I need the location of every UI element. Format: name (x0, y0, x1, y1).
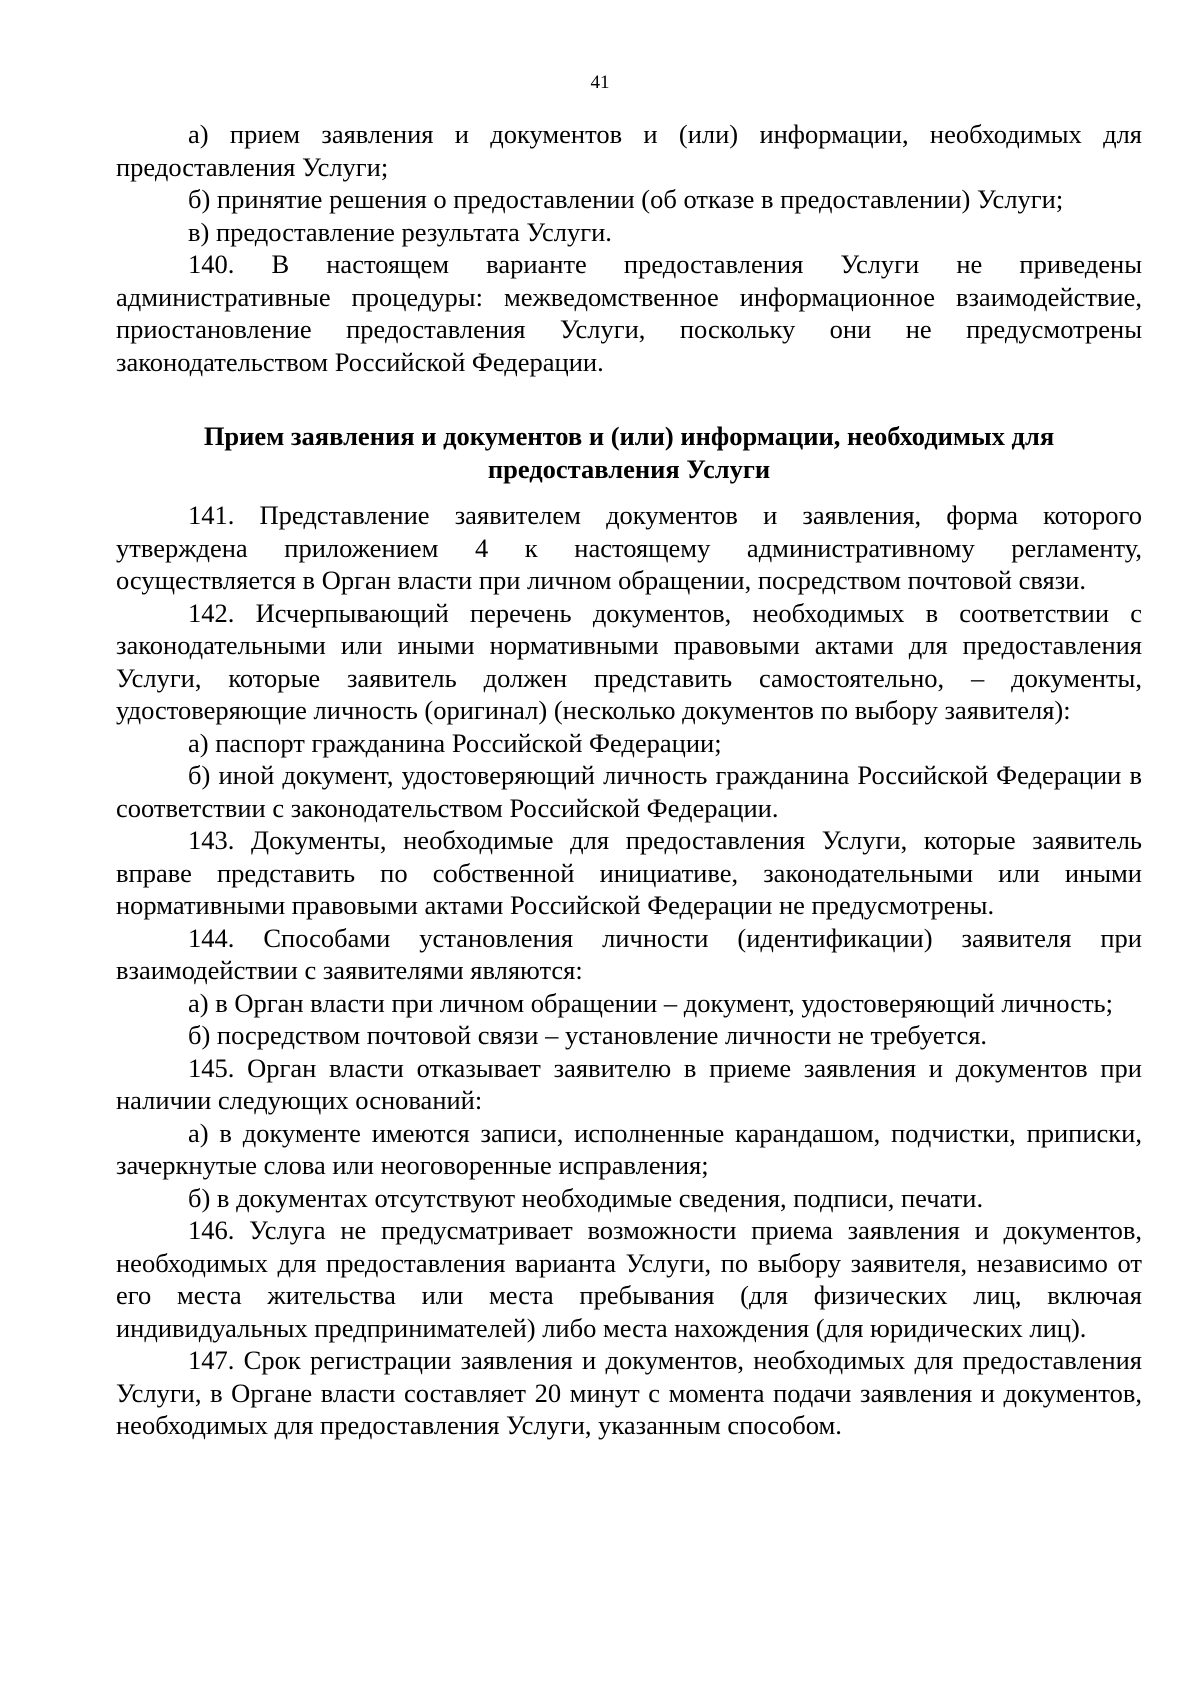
paragraph-v-result: в) предоставление результата Услуги. (188, 216, 612, 247)
paragraph-147: 147. Срок регистрации заявления и документов, необходимых для предоставления Услуги, в Органе власти составляет 20 минут с момента подачи заявления и документов, необходимых для предоставления Услуги, указанным способом. (116, 1345, 1142, 1440)
paragraph-144-b: б) посредством почтовой связи – установление личности не требуется. (188, 1020, 988, 1050)
paragraph-145-a: а) в документе имеются записи, исполненные карандашом, подчистки, приписки, зачеркнутые слова или неоговоренные исправления; (116, 1117, 1142, 1180)
document-body (116, 118, 1142, 1442)
page-number: 41 (590, 72, 610, 93)
section-heading (116, 420, 1142, 485)
section-heading-line-2: предоставления Услуги (487, 453, 771, 484)
paragraph-145-b: б) в документах отсутствуют необходимые сведения, подписи, печати. (188, 1182, 984, 1213)
paragraph-144-a: а) в Орган власти при личном обращении – документ, удостоверяющий личность; (188, 987, 1113, 1018)
paragraph-143: 143. Документы, необходимые для предоставления Услуги, которые заявитель вправе представить по собственной инициативе, законодательными или иными нормативными правовыми актами Российской Федерации не предусмотрены. (116, 825, 1142, 920)
paragraph-140: 140. В настоящем варианте предоставления Услуги не приведены административные процедуры: межведомственное информационное взаимодействие, приостановление предоставления Услуги, поскольку они не предусмотрены законодательством Российской Федерации. (116, 249, 1142, 377)
paragraph-a-receipt: а) прием заявления и документов и (или) информации, необходимых для предоставления Услуги; (116, 119, 1142, 182)
paragraph-142-b: б) иной документ, удостоверяющий личность гражданина Российской Федерации в соответствии с законодательством Российской Федерации. (116, 760, 1142, 823)
paragraph-142: 142. Исчерпывающий перечень документов, необходимых в соответствии с законодательными или иными нормативными правовыми актами для предоставления Услуги, которые заявитель должен представить самостоятельно, – документы, удостоверяющие личность (оригинал) (несколько документов по выбору заявителя): (116, 597, 1142, 725)
paragraph-142-a: а) паспорт гражданина Российской Федерации; (188, 727, 722, 758)
paragraph-144: 144. Способами установления личности (идентификации) заявителя при взаимодействии с заявителями являются: (116, 922, 1142, 985)
paragraph-b-decision: б) принятие решения о предоставлении (об отказе в предоставлении) Услуги; (188, 184, 1064, 214)
paragraph-141: 141. Представление заявителем документов и заявления, форма которого утверждена приложением 4 к настоящему административному регламенту, осуществляется в Орган власти при личном обращении, посредством почтовой связи. (116, 500, 1142, 595)
section-heading-line-1: Прием заявления и документов и (или) информации, необходимых для (203, 421, 1055, 451)
paragraph-145: 145. Орган власти отказывает заявителю в приеме заявления и документов при наличии следующих оснований: (116, 1052, 1142, 1115)
paragraph-146: 146. Услуга не предусматривает возможности приема заявления и документов, необходимых для предоставления варианта Услуги, по выбору заявителя, независимо от его места жительства или места пребывания (для физических лиц, включая индивидуальных предпринимателей) либо места нахождения (для юридических лиц). (116, 1215, 1142, 1343)
